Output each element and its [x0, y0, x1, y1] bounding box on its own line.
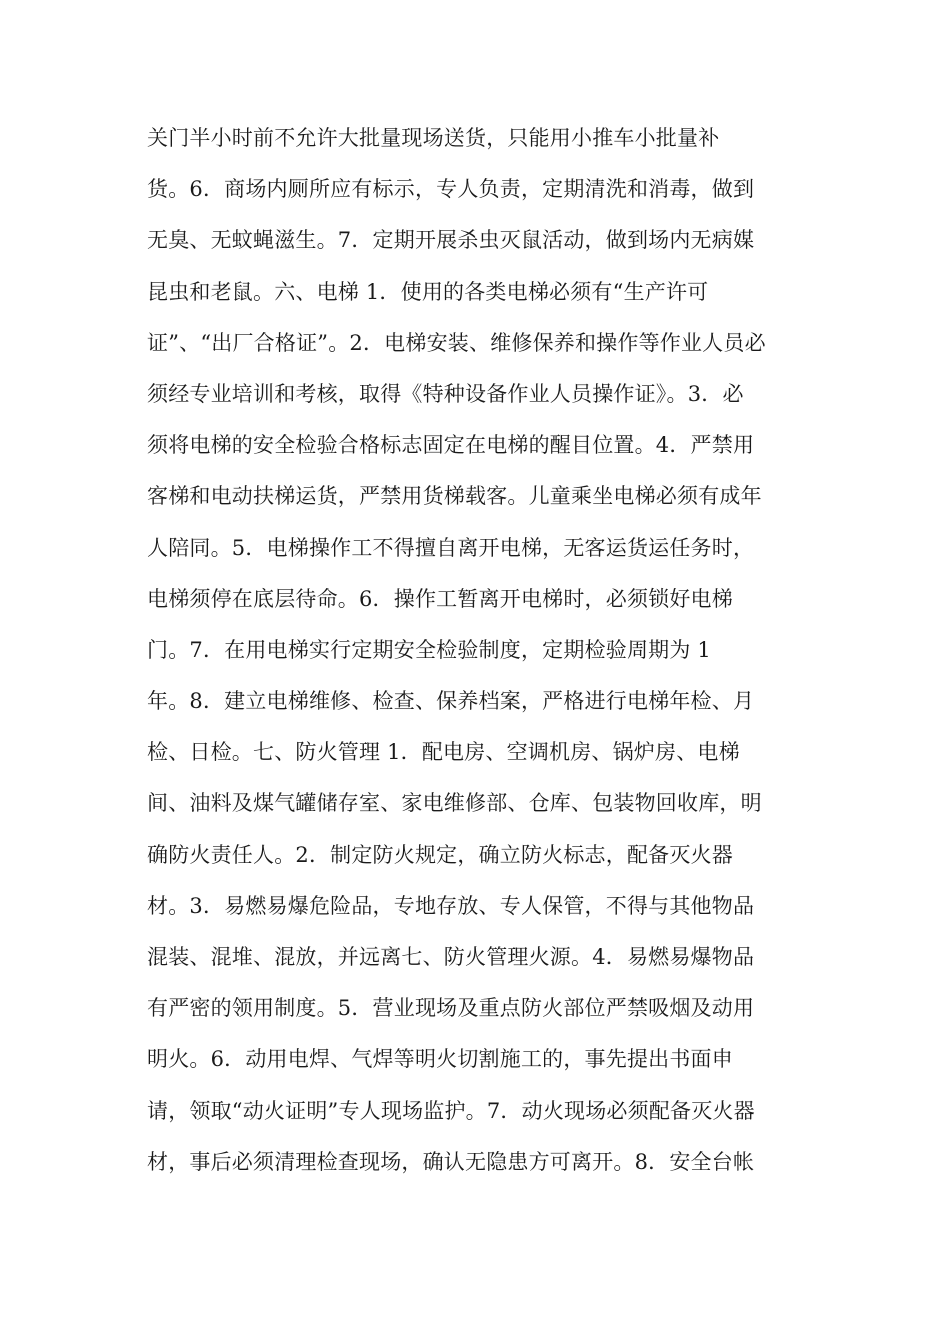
text-line: 确防火责任人。2．制定防火规定，确立防火标志，配备灭火器 — [147, 842, 733, 867]
text-line: 门。7．在用电梯实行定期安全检验制度，定期检验周期为 1 — [147, 637, 711, 662]
text-line: 须将电梯的安全检验合格标志固定在电梯的醒目位置。4．严禁用 — [147, 433, 755, 458]
text-line: 混装、混堆、混放，并远离七、防火管理火源。4．易燃易爆物品 — [147, 945, 755, 969]
text-line: 年。8．建立电梯维修、检查、保养档案，严格进行电梯年检、月 — [147, 689, 755, 714]
text-line: 明火。6．动用电焊、气焊等明火切割施工的，事先提出书面申 — [147, 1047, 733, 1072]
text-line: 无臭、无蚊蝇滋生。7．定期开展杀虫灭鼠活动，做到场内无病媒 — [147, 228, 755, 253]
text-line: 昆虫和老鼠。六、电梯 1．使用的各类电梯必须有“生产许可 — [147, 279, 709, 304]
text-line: 须经专业培训和考核，取得《特种设备作业人员操作证》。3．必 — [147, 381, 744, 406]
text-line: 材，事后必须清理检查现场，确认无隐患方可离开。8．安全台帐 — [147, 1149, 755, 1174]
text-line: 请，领取“动火证明”专人现场监护。7．动火现场必须配备灭火器 — [147, 1098, 755, 1123]
text-line: 证”、“出厂合格证”。2．电梯安装、维修保养和操作等作业人员必 — [147, 330, 766, 355]
text-line: 有严密的领用制度。5．营业现场及重点防火部位严禁吸烟及动用 — [147, 996, 755, 1021]
text-line: 材。3．易燃易爆危险品，专地存放、专人保管，不得与其他物品 — [147, 893, 755, 918]
body-text — [147, 113, 827, 1188]
text-line: 检、日检。七、防火管理 1．配电房、空调机房、锅炉房、电梯 — [147, 740, 740, 765]
text-line: 人陪同。5．电梯操作工不得擅自离开电梯，无客运货运任务时， — [147, 535, 755, 560]
text-line: 关门半小时前不允许大批量现场送货，只能用小推车小批量补 — [147, 126, 720, 150]
text-line: 客梯和电动扶梯运货，严禁用货梯载客。儿童乘坐电梯必须有成年 — [147, 484, 762, 509]
text-line: 货。6．商场内厕所应有标示，专人负责，定期清洗和消毒，做到 — [147, 177, 755, 202]
text-line: 间、油料及煤气罐储存室、家电维修部、仓库、包装物回收库，明 — [147, 791, 762, 816]
text-line: 电梯须停在底层待命。6．操作工暂离开电梯时，必须锁好电梯 — [147, 586, 733, 611]
